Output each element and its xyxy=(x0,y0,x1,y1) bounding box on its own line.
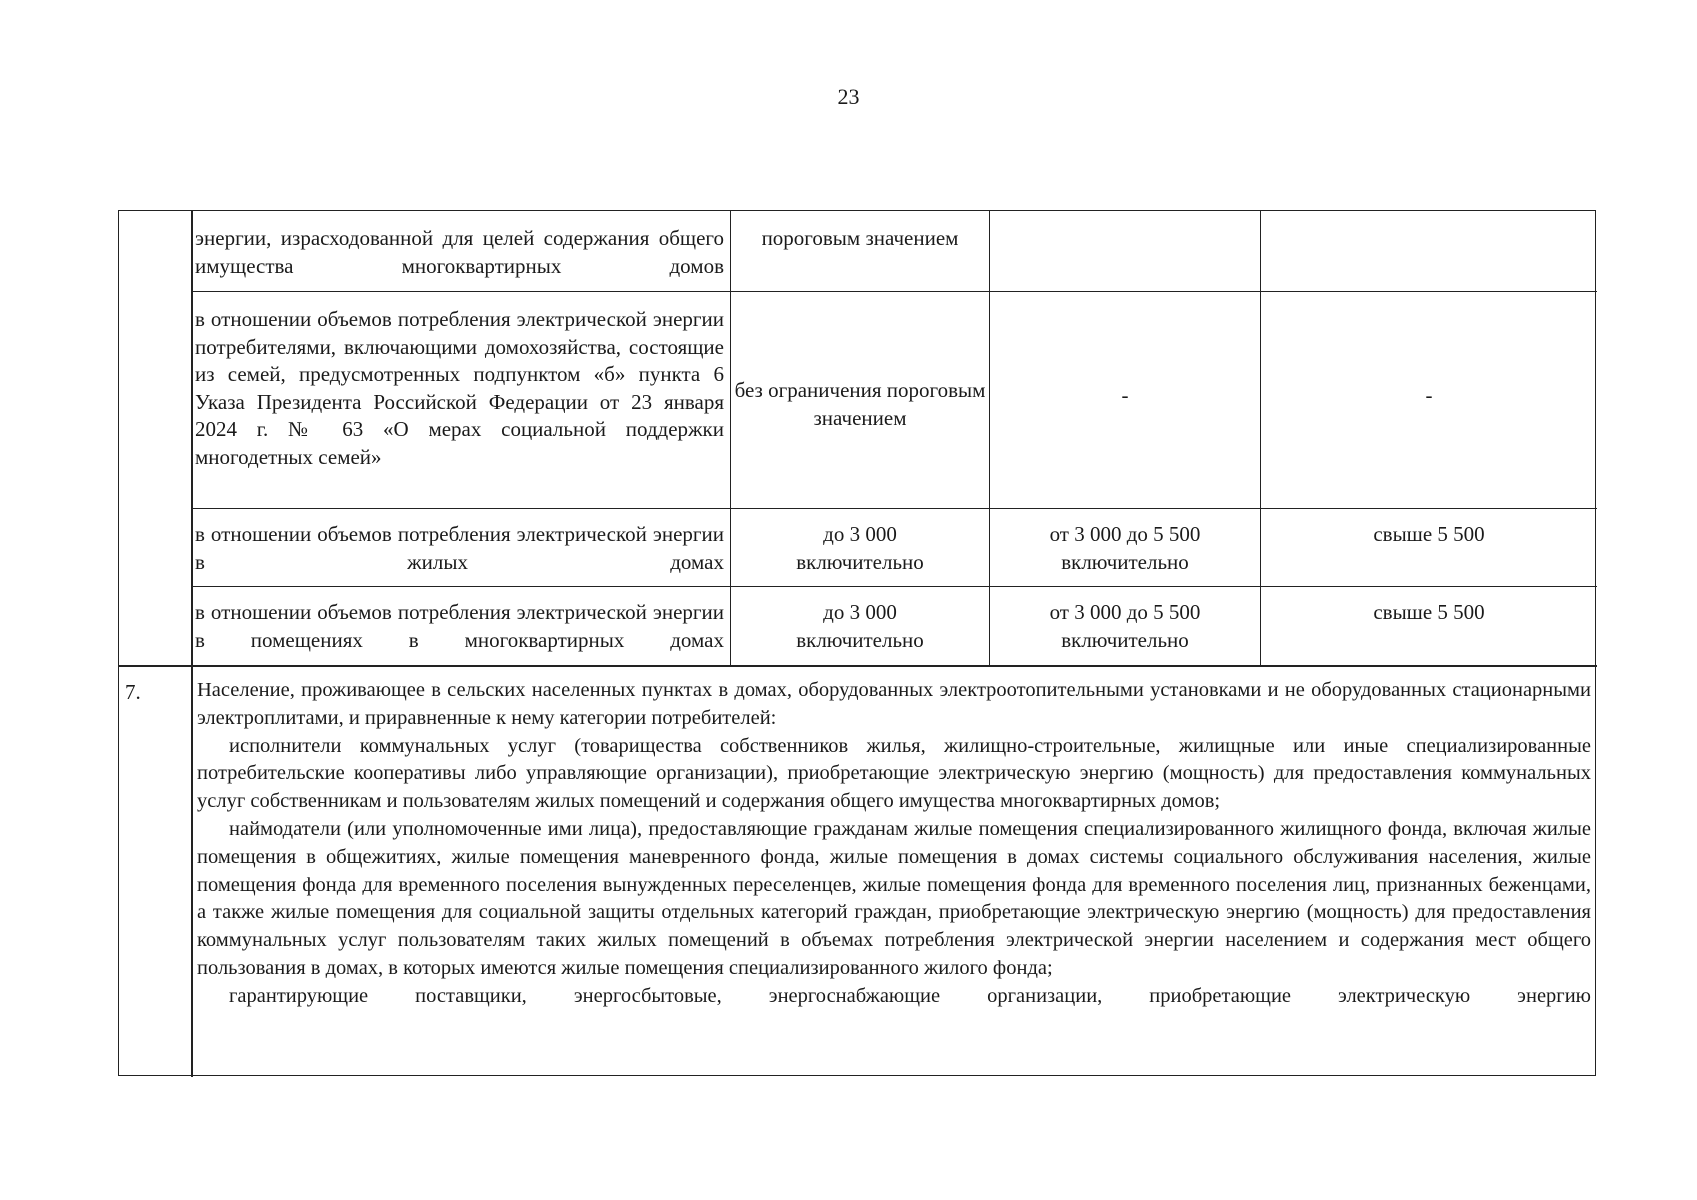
table-rule xyxy=(1260,211,1261,665)
table-rule xyxy=(730,211,731,665)
table-rule xyxy=(119,665,1597,667)
table-cell-threshold-1: без ограничения пороговым значением xyxy=(734,378,986,430)
paragraph: гарантирующие поставщики, энергосбытовые, энергоснабжающие организации, приобретающие электрическую энергию xyxy=(229,984,1591,1007)
table-cell-description: в отношении объемов потребления электрической энергии в помещениях в многоквартирных домах xyxy=(195,600,724,652)
table-cell-description: энергии, израсходованной для целей содержания общего имущества многоквартирных домов xyxy=(195,226,724,278)
table-rule xyxy=(191,291,1597,292)
page-number: 23 xyxy=(837,84,860,109)
table-cell-threshold-1: пороговым значением xyxy=(761,226,959,250)
row-7-content xyxy=(197,677,1591,1011)
table-cell-description: в отношении объемов потребления электрической энергии потребителями, включающими домохозяйства, состоящие из семей, предусмотренных подпунктом «б» пункта 6 Указа Президента Российской Федерации от 23 января 2024 г. № 63 «О мерах социальной поддержки многодетных семей» xyxy=(195,307,724,469)
table-cell-threshold-2: - xyxy=(1121,383,1129,407)
table-cell-threshold-2: от 3 000 до 5 500 включительно xyxy=(1049,522,1201,574)
table-rule xyxy=(989,211,990,665)
paragraph: наймодатели (или уполномоченные ими лица), предоставляющие гражданам жилые помещения специализированного жилищного фонда, включая жилые помещения в общежитиях, жилые помещения маневренного фонда, жилые помещения в домах системы социального обслуживания населения, жилые помещения фонда для временного поселения вынужденных переселенцев, жилые помещения фонда для временного поселения лиц, признанных беженцами, а также жилые помещения для социальной защиты отдельных категорий граждан, приобретающие электрическую энергию (мощность) для предоставления коммунальных услуг пользователям таких жилых помещений в объемах потребления электрической энергии населением и содержания мест общего пользования в домах, в которых имеются жилые помещения специализированного жилого фонда; xyxy=(197,817,1591,979)
table-cell-threshold-3: свыше 5 500 xyxy=(1373,522,1485,546)
tariff-table xyxy=(118,210,1596,1076)
paragraph: Население, проживающее в сельских населенных пунктах в домах, оборудованных электроотопительными установками и не оборудованных стационарными электроплитами, и приравненные к нему категории потребителей: xyxy=(197,679,1591,729)
paragraph: исполнители коммунальных услуг (товарищества собственников жилья, жилищно-строительные, жилищные или иные специализированные потребительские кооперативы либо управляющие организации), приобретающие электрическую энергию (мощность) для предоставления коммунальных услуг собственникам и пользователям жилых помещений и содержания общего имущества многоквартирных домов; xyxy=(197,734,1591,813)
table-cell-threshold-3: - xyxy=(1425,383,1433,407)
table-cell-threshold-3: свыше 5 500 xyxy=(1373,600,1485,624)
table-cell-threshold-1: до 3 000 включительно xyxy=(796,600,924,652)
row-number: 7. xyxy=(125,680,141,704)
table-rule xyxy=(191,586,1597,587)
table-rule xyxy=(191,508,1597,509)
table-cell-description: в отношении объемов потребления электрической энергии в жилых домах xyxy=(195,522,724,574)
table-cell-threshold-1: до 3 000 включительно xyxy=(796,522,924,574)
table-rule xyxy=(191,211,193,1077)
table-cell-threshold-2: от 3 000 до 5 500 включительно xyxy=(1049,600,1201,652)
